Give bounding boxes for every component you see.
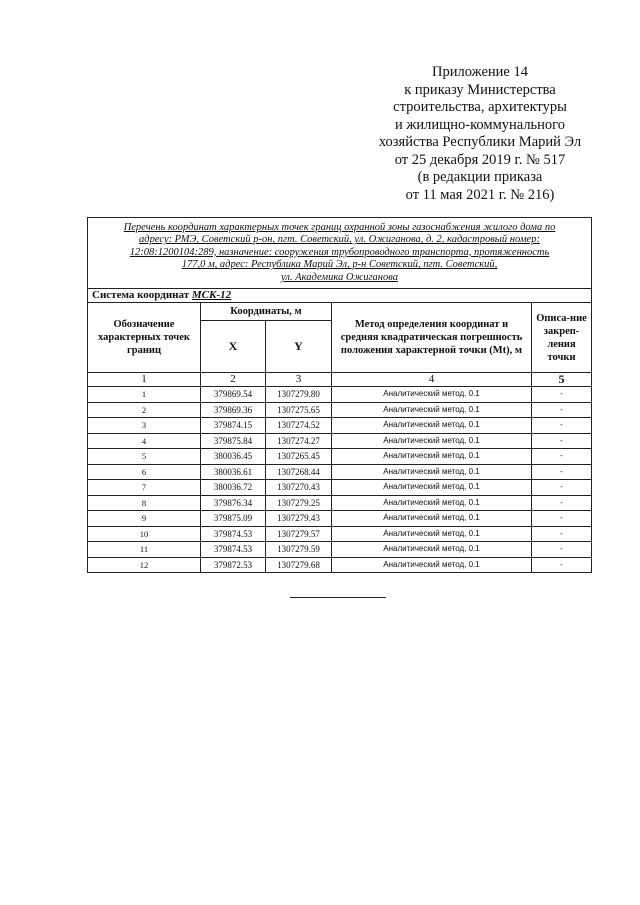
y-value: 1307270.43 — [266, 480, 332, 496]
caption-line: 12:08:1200104:289, назначение: сооружения трубопроводного транспорта, протяженность — [129, 246, 550, 258]
method-value: Аналитический метод, 0.1 — [332, 418, 532, 434]
point-number: 1 — [88, 387, 201, 403]
header-line: (в редакции приказа — [417, 169, 543, 185]
header-y: Y — [266, 321, 332, 373]
x-value: 379872.53 — [201, 557, 266, 573]
header-line: и жилищно-коммунального — [394, 116, 566, 133]
point-number: 11 — [88, 542, 201, 558]
coordinate-system-label: Система координат — [92, 289, 190, 301]
table-row — [88, 495, 592, 511]
table-row — [88, 464, 592, 480]
point-number: 7 — [88, 480, 201, 496]
point-number: 6 — [88, 464, 201, 480]
header-line: Приложение 14 — [432, 64, 528, 80]
table-row — [88, 418, 592, 434]
description-value: - — [532, 433, 592, 449]
header-x: X — [201, 321, 266, 373]
point-number: 8 — [88, 495, 201, 511]
end-divider — [290, 597, 386, 598]
x-value: 379875.84 — [201, 433, 266, 449]
method-value: Аналитический метод, 0.1 — [332, 387, 532, 403]
description-value: - — [532, 387, 592, 403]
coordinates-table — [87, 217, 592, 573]
caption-line: 177,0 м, адрес: Республика Марий Эл, р-н Советский, пгт. Советский, — [181, 259, 498, 271]
description-value: - — [532, 542, 592, 558]
document-header — [330, 64, 630, 204]
y-value: 1307265.45 — [266, 449, 332, 465]
method-value: Аналитический метод, 0.1 — [332, 433, 532, 449]
y-value: 1307274.27 — [266, 433, 332, 449]
header-line: от 25 декабря 2019 г. № 517 — [394, 151, 566, 168]
header-method: Метод определения координат и средняя квадратическая погрешность положения характерной точки (Mt), м — [332, 303, 532, 373]
table-row — [88, 449, 592, 465]
header-point: Обозначение характерных точек границ — [88, 303, 201, 373]
description-value: - — [532, 402, 592, 418]
point-number: 2 — [88, 402, 201, 418]
column-number: 5 — [532, 373, 592, 387]
x-value: 379869.36 — [201, 402, 266, 418]
column-number: 1 — [88, 373, 201, 387]
y-value: 1307279.43 — [266, 511, 332, 527]
description-value: - — [532, 449, 592, 465]
x-value: 380036.61 — [201, 464, 266, 480]
y-value: 1307268.44 — [266, 464, 332, 480]
table-row — [88, 480, 592, 496]
description-value: - — [532, 557, 592, 573]
method-value: Аналитический метод, 0.1 — [332, 557, 532, 573]
point-number: 5 — [88, 449, 201, 465]
x-value: 379869.54 — [201, 387, 266, 403]
description-value: - — [532, 495, 592, 511]
header-line: от 11 мая 2021 г. № 216) — [405, 186, 555, 203]
point-number: 3 — [88, 418, 201, 434]
column-number: 2 — [201, 373, 266, 387]
y-value: 1307279.68 — [266, 557, 332, 573]
column-numbers-row — [88, 373, 592, 387]
table-caption — [88, 218, 592, 289]
table-row — [88, 542, 592, 558]
method-value: Аналитический метод, 0.1 — [332, 526, 532, 542]
table-row — [88, 526, 592, 542]
y-value: 1307279.25 — [266, 495, 332, 511]
table-row — [88, 511, 592, 527]
x-value: 380036.72 — [201, 480, 266, 496]
description-value: - — [532, 480, 592, 496]
description-value: - — [532, 464, 592, 480]
x-value: 379874.15 — [201, 418, 266, 434]
point-number: 10 — [88, 526, 201, 542]
column-number: 4 — [332, 373, 532, 387]
header-line: строительства, архитектуры — [393, 99, 567, 115]
description-value: - — [532, 526, 592, 542]
x-value: 379874.53 — [201, 526, 266, 542]
point-number: 12 — [88, 557, 201, 573]
x-value: 380036.45 — [201, 449, 266, 465]
header-description: Описа-ние закреп-ления точки — [532, 303, 592, 373]
y-value: 1307274.52 — [266, 418, 332, 434]
header-coords: Координаты, м — [201, 303, 332, 321]
header-line: к приказу Министерства — [404, 81, 556, 98]
method-value: Аналитический метод, 0.1 — [332, 402, 532, 418]
method-value: Аналитический метод, 0.1 — [332, 449, 532, 465]
coordinate-system-value: МСК-12 — [191, 289, 232, 301]
method-value: Аналитический метод, 0.1 — [332, 511, 532, 527]
method-value: Аналитический метод, 0.1 — [332, 480, 532, 496]
header-line: хозяйства Республики Марий Эл — [378, 134, 582, 150]
table-row — [88, 557, 592, 573]
x-value: 379876.34 — [201, 495, 266, 511]
method-value: Аналитический метод, 0.1 — [332, 464, 532, 480]
caption-line: адресу: РМЭ, Советский р-он, пгт. Советский, ул. Ожиганова, д. 2, кадастровый номер: — [139, 234, 540, 246]
description-value: - — [532, 511, 592, 527]
description-value: - — [532, 418, 592, 434]
point-number: 9 — [88, 511, 201, 527]
table-row — [88, 433, 592, 449]
y-value: 1307279.57 — [266, 526, 332, 542]
y-value: 1307279.80 — [266, 387, 332, 403]
caption-line: Перечень координат характерных точек границ охранной зоны газоснабжения жилого дома по — [123, 221, 556, 233]
column-number: 3 — [266, 373, 332, 387]
x-value: 379874.53 — [201, 542, 266, 558]
y-value: 1307275.65 — [266, 402, 332, 418]
y-value: 1307279.59 — [266, 542, 332, 558]
coordinate-system-row — [88, 289, 592, 303]
table-row — [88, 387, 592, 403]
caption-line: ул. Академика Ожиганова — [281, 271, 398, 283]
method-value: Аналитический метод, 0.1 — [332, 542, 532, 558]
table-row — [88, 402, 592, 418]
method-value: Аналитический метод, 0.1 — [332, 495, 532, 511]
point-number: 4 — [88, 433, 201, 449]
x-value: 379875.09 — [201, 511, 266, 527]
